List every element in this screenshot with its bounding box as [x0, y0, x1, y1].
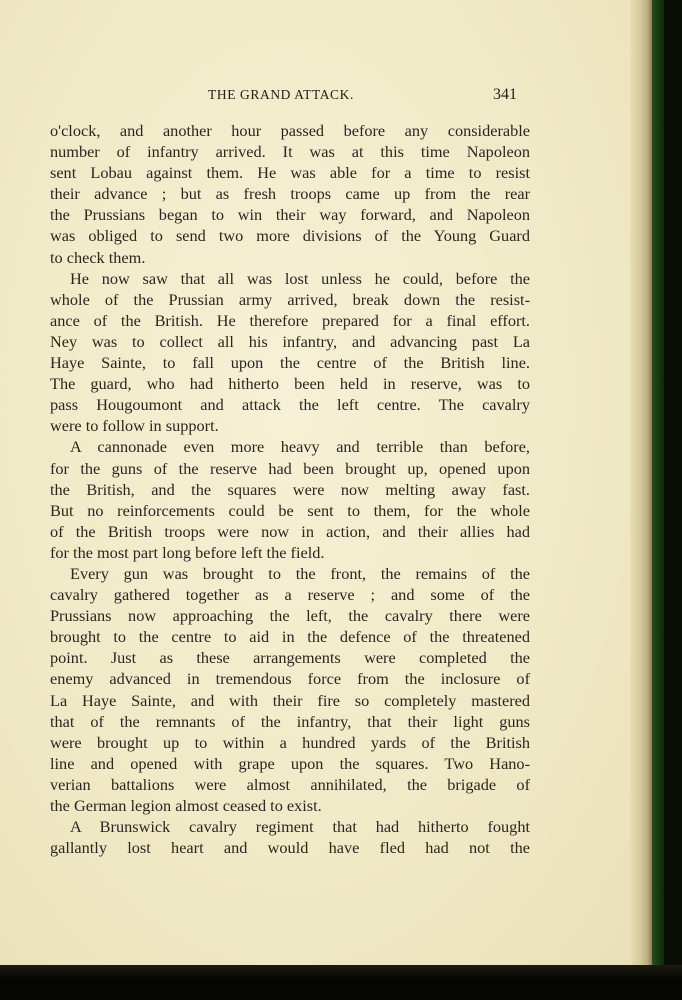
text-line: Prussians now approaching the left, the cavalry there were	[50, 606, 530, 626]
text-line: the German legion almost ceased to exist.	[50, 796, 322, 815]
text-line: A Brunswick cavalry regiment that had hitherto fought	[70, 817, 530, 837]
page-edge	[630, 0, 652, 965]
text-line: for the guns of the reserve had been brought up, opened upon	[50, 458, 530, 478]
text-line: to check them.	[50, 247, 146, 267]
text-line: that of the remnants of the infantry, that their light guns	[50, 711, 530, 731]
text-line: point. Just as these arrangements were completed the	[50, 648, 530, 668]
text-line: sent Lobau against them. He was able for a time to resist	[50, 163, 530, 183]
text-line: number of infantry arrived. It was at this time Napoleon	[50, 142, 530, 162]
running-title: THE GRAND ATTACK.	[208, 87, 354, 102]
body-text	[50, 120, 530, 858]
text-line: was obliged to send two more divisions of the Young Guard	[50, 226, 530, 246]
text-line: But no reinforcements could be sent to them, for the whole	[50, 500, 530, 520]
text-line: were brought up to within a hundred yards of the British	[50, 732, 530, 752]
text-line: were to follow in support.	[50, 416, 219, 436]
text-line: La Haye Sainte, and with their fire so completely mastered	[50, 690, 530, 710]
running-header	[0, 84, 640, 108]
text-line: for the most part long before left the field.	[50, 542, 325, 562]
text-line: brought to the centre to aid in the defence of the threatened	[50, 627, 530, 647]
text-line: whole of the Prussian army arrived, break down the resist-	[50, 289, 530, 309]
text-line: enemy advanced in tremendous force from the inclosure of	[50, 669, 530, 689]
text-line: Ney was to collect all his infantry, and advancing past La	[50, 331, 530, 351]
text-line: Haye Sainte, to fall upon the centre of the British line.	[50, 353, 530, 373]
text-line: He now saw that all was lost unless he could, before the	[70, 268, 530, 288]
book-binding-dark	[664, 0, 682, 1000]
bottom-shadow	[0, 965, 682, 1000]
text-line: the Prussians began to win their way forward, and Napoleon	[50, 205, 530, 225]
text-line: of the British troops were now in action, and their allies had	[50, 521, 530, 541]
page-number: 341	[493, 86, 517, 103]
text-line: gallantly lost heart and would have fled had not the	[50, 838, 530, 858]
text-line: pass Hougoumont and attack the left centre. The cavalry	[50, 395, 530, 415]
text-line: A cannonade even more heavy and terrible than before,	[70, 437, 530, 457]
text-line: their advance ; but as fresh troops came up from the rear	[50, 184, 530, 204]
text-line: line and opened with grape upon the squares. Two Hano-	[50, 753, 530, 773]
text-line: The guard, who had hitherto been held in reserve, was to	[50, 374, 530, 394]
text-line: Every gun was brought to the front, the remains of the	[70, 563, 530, 583]
text-line: o'clock, and another hour passed before any considerable	[50, 121, 530, 140]
book-binding-green	[652, 0, 664, 965]
text-line: the British, and the squares were now melting away fast.	[50, 479, 530, 499]
text-line: cavalry gathered together as a reserve ; and some of the	[50, 585, 530, 605]
text-line: ance of the British. He therefore prepared for a final effort.	[50, 310, 530, 330]
text-line: verian battalions were almost annihilated, the brigade of	[50, 774, 530, 794]
